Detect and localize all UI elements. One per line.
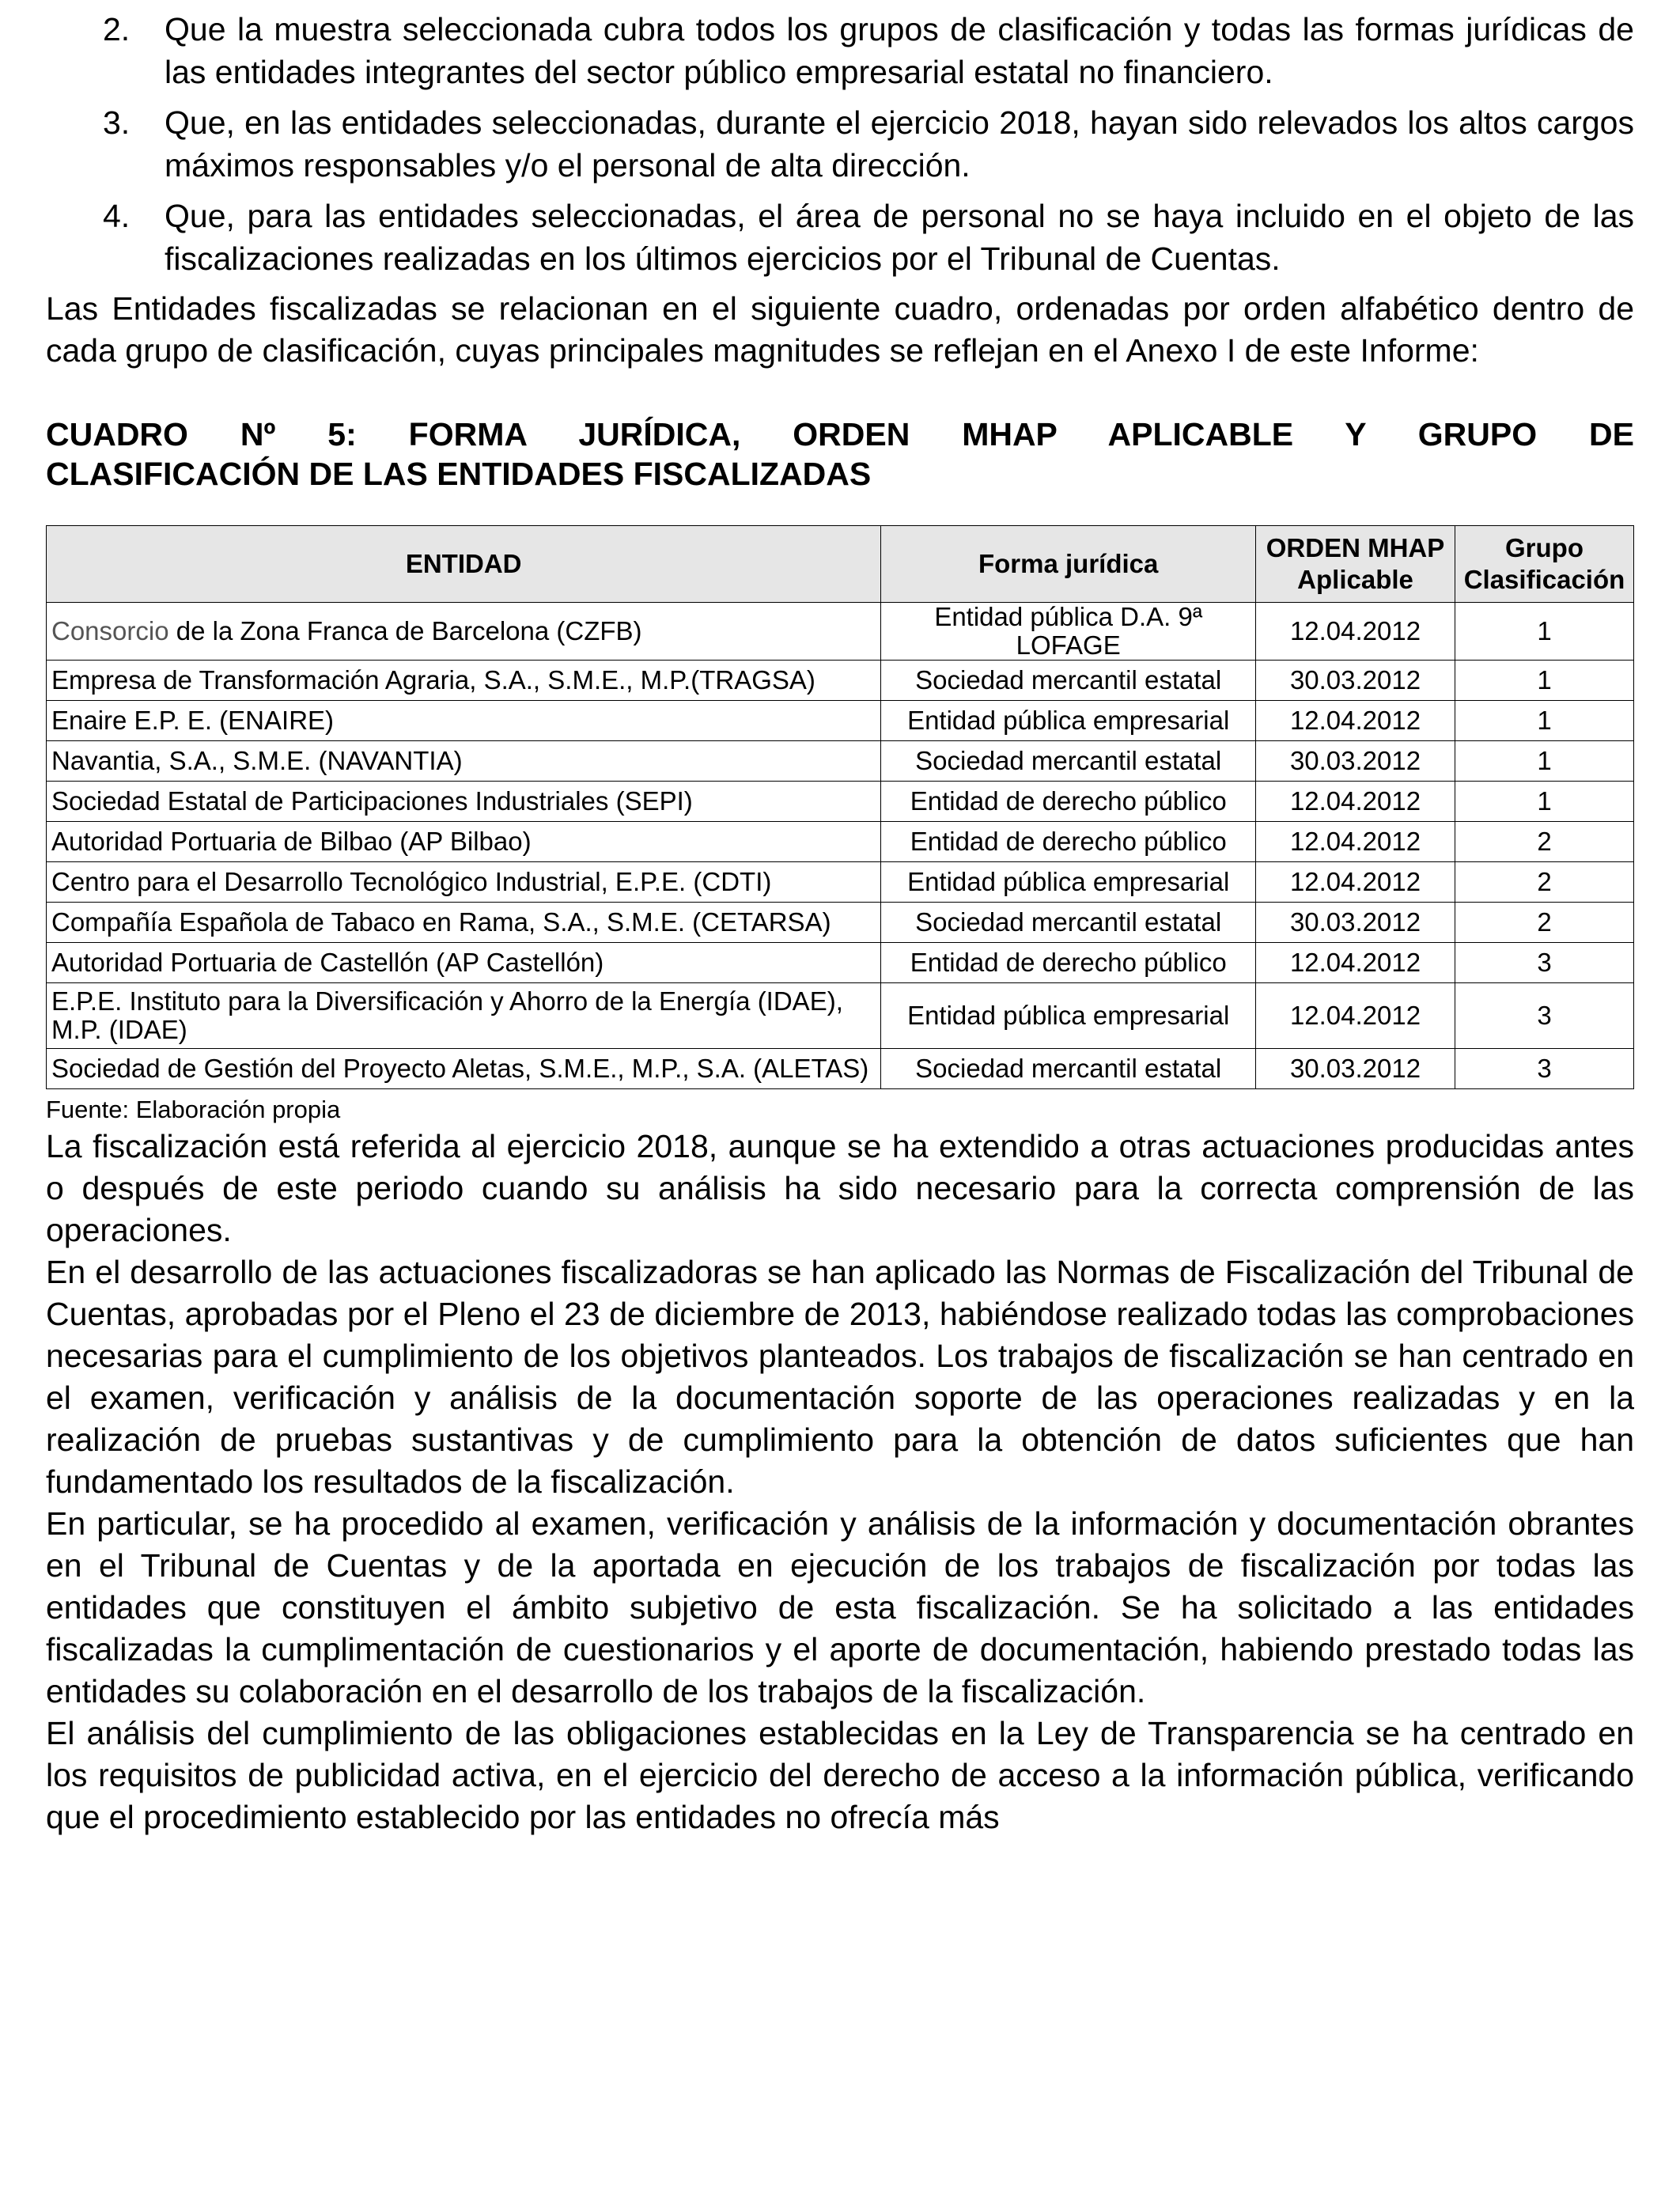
cell-entidad: Centro para el Desarrollo Tecnológico Industrial, E.P.E. (CDTI) (47, 862, 881, 903)
paragraph: En particular, se ha procedido al examen, verificación y análisis de la información y documentación obrantes en el Tribunal de Cuentas y de la aportada en ejecución de los trabajos de fiscalización por todas las entidades que constituyen el ámbito subjetivo de esta fiscalización. Se ha solicitado a las entidades fiscalizadas la cumplimentación de cuestionarios y el aporte de documentación, habiendo prestado todas las entidades su colaboración en el desarrollo de los trabajos de la fiscalización. (46, 1505, 1634, 1709)
header-forma-juridica: Forma jurídica (881, 526, 1256, 603)
table-row (47, 1049, 1634, 1089)
cell-grupo: 1 (1455, 661, 1634, 701)
cell-entidad: Enaire E.P. E. (ENAIRE) (47, 701, 881, 741)
cell-orden: 30.03.2012 (1256, 741, 1455, 782)
table-row (47, 983, 1634, 1049)
cell-grupo: 2 (1455, 822, 1634, 862)
table-row (47, 603, 1634, 661)
table-row (47, 661, 1634, 701)
cell-entidad: Sociedad de Gestión del Proyecto Aletas, S.M.E., M.P., S.A. (ALETAS) (47, 1049, 881, 1089)
cell-grupo: 1 (1455, 782, 1634, 822)
cell-grupo: 3 (1455, 1049, 1634, 1089)
cell-orden: 12.04.2012 (1256, 862, 1455, 903)
cell-forma: Sociedad mercantil estatal (881, 903, 1256, 943)
cell-orden: 12.04.2012 (1256, 822, 1455, 862)
list-item-number: 2. (103, 11, 131, 47)
list-item (46, 101, 1634, 187)
cell-grupo: 1 (1455, 741, 1634, 782)
cell-grupo: 3 (1455, 983, 1634, 1049)
cell-entidad: Navantia, S.A., S.M.E. (NAVANTIA) (47, 741, 881, 782)
cell-forma: Entidad de derecho público (881, 943, 1256, 983)
table-title-line-1: CUADRO Nº 5: FORMA JURÍDICA, ORDEN MHAP APLICABLE Y GRUPO DE (46, 416, 1634, 452)
cell-grupo: 1 (1455, 603, 1634, 661)
table-row (47, 701, 1634, 741)
cell-entidad: Compañía Española de Tabaco en Rama, S.A., S.M.E. (CETARSA) (47, 903, 881, 943)
cell-orden: 12.04.2012 (1256, 603, 1455, 661)
cell-entidad: Empresa de Transformación Agraria, S.A., S.M.E., M.P.(TRAGSA) (47, 661, 881, 701)
table-row (47, 862, 1634, 903)
paragraph: El análisis del cumplimiento de las obligaciones establecidas en la Ley de Transparencia se ha centrado en los requisitos de publicidad activa, en el ejercicio del derecho de acceso a la información pública, verificando que el procedimiento establecido por las entidades no ofrecía más (46, 1715, 1634, 1835)
cell-entidad: E.P.E. Instituto para la Diversificación y Ahorro de la Energía (IDAE), M.P. (IDAE) (47, 983, 881, 1049)
cell-orden: 12.04.2012 (1256, 943, 1455, 983)
paragraph: En el desarrollo de las actuaciones fiscalizadoras se han aplicado las Normas de Fiscalización del Tribunal de Cuentas, aprobadas por el Pleno el 23 de diciembre de 2013, habiéndose realizado todas las comprobaciones necesarias para el cumplimiento de los objetivos planteados. Los trabajos de fiscalización se han centrado en el examen, verificación y análisis de la documentación soporte de las operaciones realizadas y en la realización de pruebas sustantivas y de cumplimiento para la obtención de datos suficientes que han fundamentado los resultados de la fiscalización. (46, 1254, 1634, 1500)
table-row (47, 903, 1634, 943)
paragraph: La fiscalización está referida al ejercicio 2018, aunque se ha extendido a otras actuaciones producidas antes o después de este periodo cuando su análisis ha sido necesario para la correcta comprensión de las operaciones. (46, 1128, 1634, 1248)
cell-orden: 12.04.2012 (1256, 782, 1455, 822)
cell-entidad: Autoridad Portuaria de Castellón (AP Castellón) (47, 943, 881, 983)
table-row (47, 822, 1634, 862)
table-row (47, 782, 1634, 822)
header-orden-mhap (1256, 526, 1455, 603)
header-orden-line-1: ORDEN MHAP (1266, 533, 1445, 562)
cell-entidad-rest: de la Zona Franca de Barcelona (CZFB) (168, 616, 642, 645)
entities-table (46, 525, 1634, 1089)
table-title (46, 415, 1634, 494)
table-row (47, 943, 1634, 983)
cell-forma: Entidad pública empresarial (881, 983, 1256, 1049)
list-item (46, 8, 1634, 93)
cell-orden: 12.04.2012 (1256, 983, 1455, 1049)
criteria-list (46, 8, 1634, 280)
list-item-text: Que la muestra seleccionada cubra todos los grupos de clasificación y todas las formas jurídicas de las entidades integrantes del sector público empresarial estatal no financiero. (165, 11, 1634, 90)
cell-forma: Entidad pública D.A. 9ª LOFAGE (881, 603, 1256, 661)
table-row (47, 741, 1634, 782)
cell-entidad: Sociedad Estatal de Participaciones Industriales (SEPI) (47, 782, 881, 822)
cell-grupo: 3 (1455, 943, 1634, 983)
header-grupo (1455, 526, 1634, 603)
cell-entidad (47, 603, 881, 661)
table-header-row (47, 526, 1634, 603)
cell-entidad-first-word: Consorcio (51, 616, 169, 645)
cell-orden: 12.04.2012 (1256, 701, 1455, 741)
document-page (46, 8, 1634, 1838)
table-source-note: Fuente: Elaboración propia (46, 1096, 341, 1123)
cell-grupo: 2 (1455, 862, 1634, 903)
cell-entidad: Autoridad Portuaria de Bilbao (AP Bilbao) (47, 822, 881, 862)
header-grupo-line-1: Grupo (1505, 533, 1584, 562)
header-entidad: ENTIDAD (47, 526, 881, 603)
cell-orden: 30.03.2012 (1256, 661, 1455, 701)
list-item-number: 4. (103, 198, 131, 234)
cell-forma: Sociedad mercantil estatal (881, 741, 1256, 782)
cell-grupo: 1 (1455, 701, 1634, 741)
list-item-text: Que, para las entidades seleccionadas, el área de personal no se haya incluido en el objeto de las fiscalizaciones realizadas en los últimos ejercicios por el Tribunal de Cuentas. (165, 198, 1634, 277)
cell-forma: Sociedad mercantil estatal (881, 661, 1256, 701)
list-item (46, 195, 1634, 280)
header-orden-line-2: Aplicable (1297, 565, 1413, 594)
cell-forma: Entidad de derecho público (881, 822, 1256, 862)
cell-orden: 30.03.2012 (1256, 1049, 1455, 1089)
cell-forma: Entidad pública empresarial (881, 862, 1256, 903)
intro-paragraph: Las Entidades fiscalizadas se relacionan en el siguiente cuadro, ordenadas por orden alfabético dentro de cada grupo de clasificación, cuyas principales magnitudes se reflejan en el Anexo I de este Informe: (46, 290, 1634, 369)
cell-forma: Sociedad mercantil estatal (881, 1049, 1256, 1089)
list-item-text: Que, en las entidades seleccionadas, durante el ejercicio 2018, hayan sido relevados los altos cargos máximos responsables y/o el personal de alta dirección. (165, 104, 1634, 184)
cell-orden: 30.03.2012 (1256, 903, 1455, 943)
cell-grupo: 2 (1455, 903, 1634, 943)
cell-forma: Entidad de derecho público (881, 782, 1256, 822)
header-grupo-line-2: Clasificación (1463, 565, 1625, 594)
cell-forma: Entidad pública empresarial (881, 701, 1256, 741)
table-title-line-2: CLASIFICACIÓN DE LAS ENTIDADES FISCALIZADAS (46, 456, 872, 492)
list-item-number: 3. (103, 104, 131, 141)
